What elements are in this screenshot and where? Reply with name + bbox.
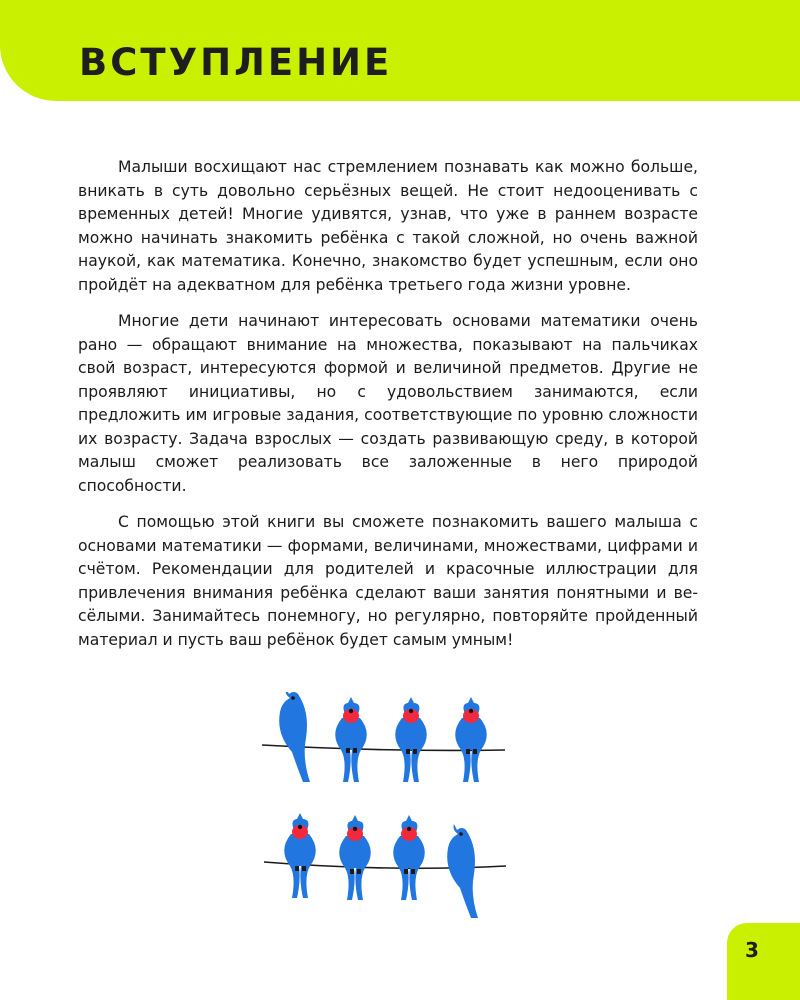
paragraph-2: Многие дети начинают интересовать основами математики очень рано — обращают внимание на множества, показывают на пальчиках свой возраст, интересуются формой и величиной предметов. Другие не проявляют инициативы, но с удовольствием занимаются, если предложить им игровые задания, соответствующие по уровню сложности их возрасту. Задача взрослых — создать развивающую среду, в которой малыш сможет реализовать все заложенные в него природой способности.: [78, 312, 698, 495]
swallow-icon: [393, 815, 425, 900]
page-title: ВСТУПЛЕНИЕ: [79, 41, 393, 84]
swallow-icon: [455, 697, 487, 782]
page-number-tab: [727, 923, 800, 1000]
paragraph-1: Малыши восхищают нас стремлением познавать как можно больше, вникать в суть довольно серьёзных вещей. Не стоит недооценивать с временных детей! Многие удивятся, узнав, что уже в раннем возрасте можно начинать знакомить ребёнка с такой сложной, но очень важной наукой, как математика. Конечно, знакомство будет успешным, если оно пройдёт на адекватном для ребёнка третьего года жизни уровне.: [78, 158, 698, 294]
swallow-icon: [447, 824, 478, 918]
page-number: 3: [745, 938, 759, 962]
swallow-icon: [335, 697, 367, 782]
swallows-on-wires-illustration: [258, 692, 518, 942]
swallow-icon: [279, 692, 310, 782]
swallow-icon: [339, 815, 371, 900]
paragraph-3: С помощью этой книги вы сможете познакомить вашего малыша с основами математики — формами, величинами, множествами, цифрами и счётом. Рекомендации для родителей и красочные иллюстрации для привлечения внимания ребёнка сделают ваши занятия понятными и весёлыми. Занимайтесь понемногу, но регулярно, повторяйте пройденный материал и пусть ваш ребёнок будет самым умным!: [78, 513, 698, 649]
body-text: [78, 156, 698, 665]
swallow-icon: [395, 697, 427, 782]
swallow-icon: [284, 813, 316, 898]
